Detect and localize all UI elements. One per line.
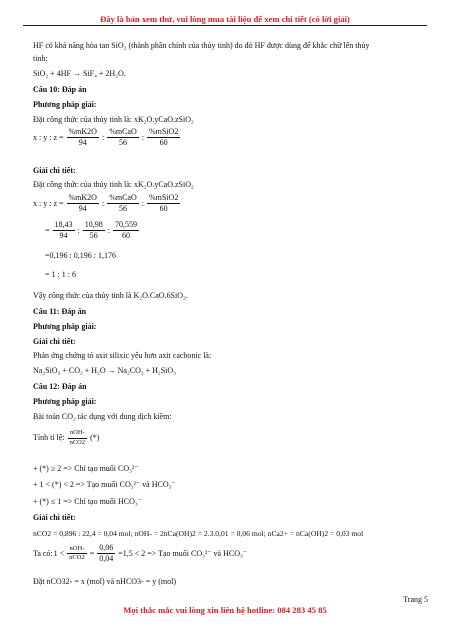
ratio-formula: Tính tỉ lệ: $\frac{\text{nOH-}}{\text{nCO2}}$ (*) <box>33 429 100 446</box>
method-heading: Phương pháp giải: <box>33 322 97 331</box>
result-line: = 1 : 1 : 6 <box>45 270 76 279</box>
detail-heading: Giải chi tiết: <box>33 513 76 522</box>
fraction-denominator: 94 <box>78 204 87 213</box>
fraction-numerator: nOH- <box>67 546 87 555</box>
taco-formula: Ta có: 1 < $\frac{\text{nOH-}}{\text{nCO2}}$ = $\frac{0,06}{0,04}$ =1,5 < 2 => Tạo muối CO₃²⁻ và HCO₃⁻ <box>33 543 247 563</box>
fraction-denominator: 94 <box>78 138 87 147</box>
detail-heading: Giải chi tiết: <box>33 337 76 346</box>
formula-ratio: x : y : z = $\frac{\%mK2O}{94}$ : $\frac{\text{\%mCaO}}{56}$ : $\frac{\text{\%mSiO2}}{60}$ <box>33 193 179 213</box>
fraction-denominator: 56 <box>118 204 127 213</box>
question-heading: Câu 10: Đáp án <box>33 85 87 94</box>
header-divider <box>23 25 427 26</box>
question-heading: Câu 12: Đáp án <box>33 382 87 391</box>
text-line: HF có khả năng hòa tan SiO₂ (thành phần chính của thủy tinh) do đó HF được dùng để khắc chữ lên thủy <box>33 41 370 50</box>
equation-line: Na₂SiO₃ + CO₂ + H₂O → Na₂CO₃ + H₂SiO₃ <box>33 366 176 375</box>
fraction-denominator: nCO2 <box>69 554 85 561</box>
fraction-numerator: %mSiO2 <box>149 127 179 136</box>
fraction-numerator: %mCaO <box>109 127 137 136</box>
page-number: Trang 5 <box>403 595 428 604</box>
equation-line: SiO₂ + 4HF → SiF₄ + 2H₂O. <box>33 69 126 78</box>
formula-values: = $\frac{18,43}{94}$ : $\frac{10,98}{56}$ : $\frac{70,559}{60}$ <box>45 220 137 240</box>
conclusion-line: Vậy công thức của thủy tinh là K₂O.CaO.6SiO₂. <box>33 291 188 300</box>
fraction-denominator: 60 <box>159 204 168 213</box>
taco-label: Ta có: <box>33 548 53 558</box>
text-line: Đặt nCO32- = x (mol) và nHCO3- = y (mol) <box>33 577 177 586</box>
fraction-numerator: 10,98 <box>84 220 103 229</box>
result-line: =0,196 : 0,196 : 1,176 <box>45 251 116 260</box>
text-line: Đặt công thức của thủy tinh là: xK₂O.yCaO.zSiO₂ <box>33 180 194 189</box>
fraction-denominator: 0,04 <box>99 554 114 563</box>
fraction-numerator: nOH- <box>68 430 88 439</box>
calculation-line: nCO2 = 0,896 : 22,4 = 0,04 mol; nOH- = 2nCa(OH)2 = 2.3.0,01 = 0,06 mol; nCa2+ = nCa(OH)2 = 0,03 mol <box>33 529 364 538</box>
method-heading: Phương pháp giải: <box>33 100 97 109</box>
fraction-numerator: %mK2O <box>68 127 97 136</box>
header-notice-banner <box>0 14 450 26</box>
footer-notice-text: Mọi thắc mắc vui lòng xin liên hệ hotline: 084 283 45 85 <box>123 605 327 615</box>
fraction-denominator: 60 <box>121 231 130 240</box>
footer-notice-banner <box>0 605 450 615</box>
taco-result: =1,5 < 2 => Tạo muối CO₃²⁻ và HCO₃⁻ <box>118 548 247 558</box>
question-heading: Câu 11: Đáp án <box>33 307 87 316</box>
text-line: Đặt công thức của thủy tinh là: xK₂O.yCaO.zSiO₂ <box>33 115 194 124</box>
ratio-label: Tính tỉ lệ: <box>33 433 65 442</box>
fraction-numerator: %mK2O <box>68 193 97 202</box>
fraction-numerator: %mCaO <box>109 193 137 202</box>
condition-line: + 1 < (*) < 2 => Tạo muối CO₃²⁻ và HCO₃⁻ <box>33 480 176 489</box>
fraction-numerator: 70,559 <box>114 220 137 229</box>
fraction-denominator: 56 <box>89 231 98 240</box>
condition-line: + (*) ≤ 1 => Chỉ tạo muối HCO₃⁻ <box>33 497 142 506</box>
fraction-numerator: 0,06 <box>99 543 114 552</box>
text-line: tinh: <box>33 54 48 63</box>
formula-ratio: x : y : z = $\frac{\%mK2O}{94}$ : $\frac{\text{\%mCaO}}{56}$ : $\frac{\text{\%mSiO2}}{60}$ <box>33 127 179 147</box>
fraction-denominator: 94 <box>59 231 68 240</box>
text-line: Phản ứng chứng tỏ axit silixic yếu hơn axit cacbonic là: <box>33 351 212 360</box>
method-heading: Phương pháp giải: <box>33 397 97 406</box>
fraction-numerator: %mSiO2 <box>149 193 179 202</box>
fraction-denominator: nCO2 <box>69 438 86 446</box>
fraction-denominator: 60 <box>159 138 168 147</box>
detail-heading: Giải chi tiết: <box>33 166 76 175</box>
condition-line: + (*) ≥ 2 => Chỉ tạo muối CO₃²⁻ <box>33 464 139 473</box>
header-notice-text: Đây là bản xem thử, vui lòng mua tài liệu để xem chi tiết (có lời giải) <box>100 14 350 24</box>
fraction-denominator: 56 <box>118 138 127 147</box>
text-line: Bài toán CO₂ tác dụng với dung dịch kiềm: <box>33 412 172 421</box>
fraction-numerator: 18,43 <box>54 220 73 229</box>
